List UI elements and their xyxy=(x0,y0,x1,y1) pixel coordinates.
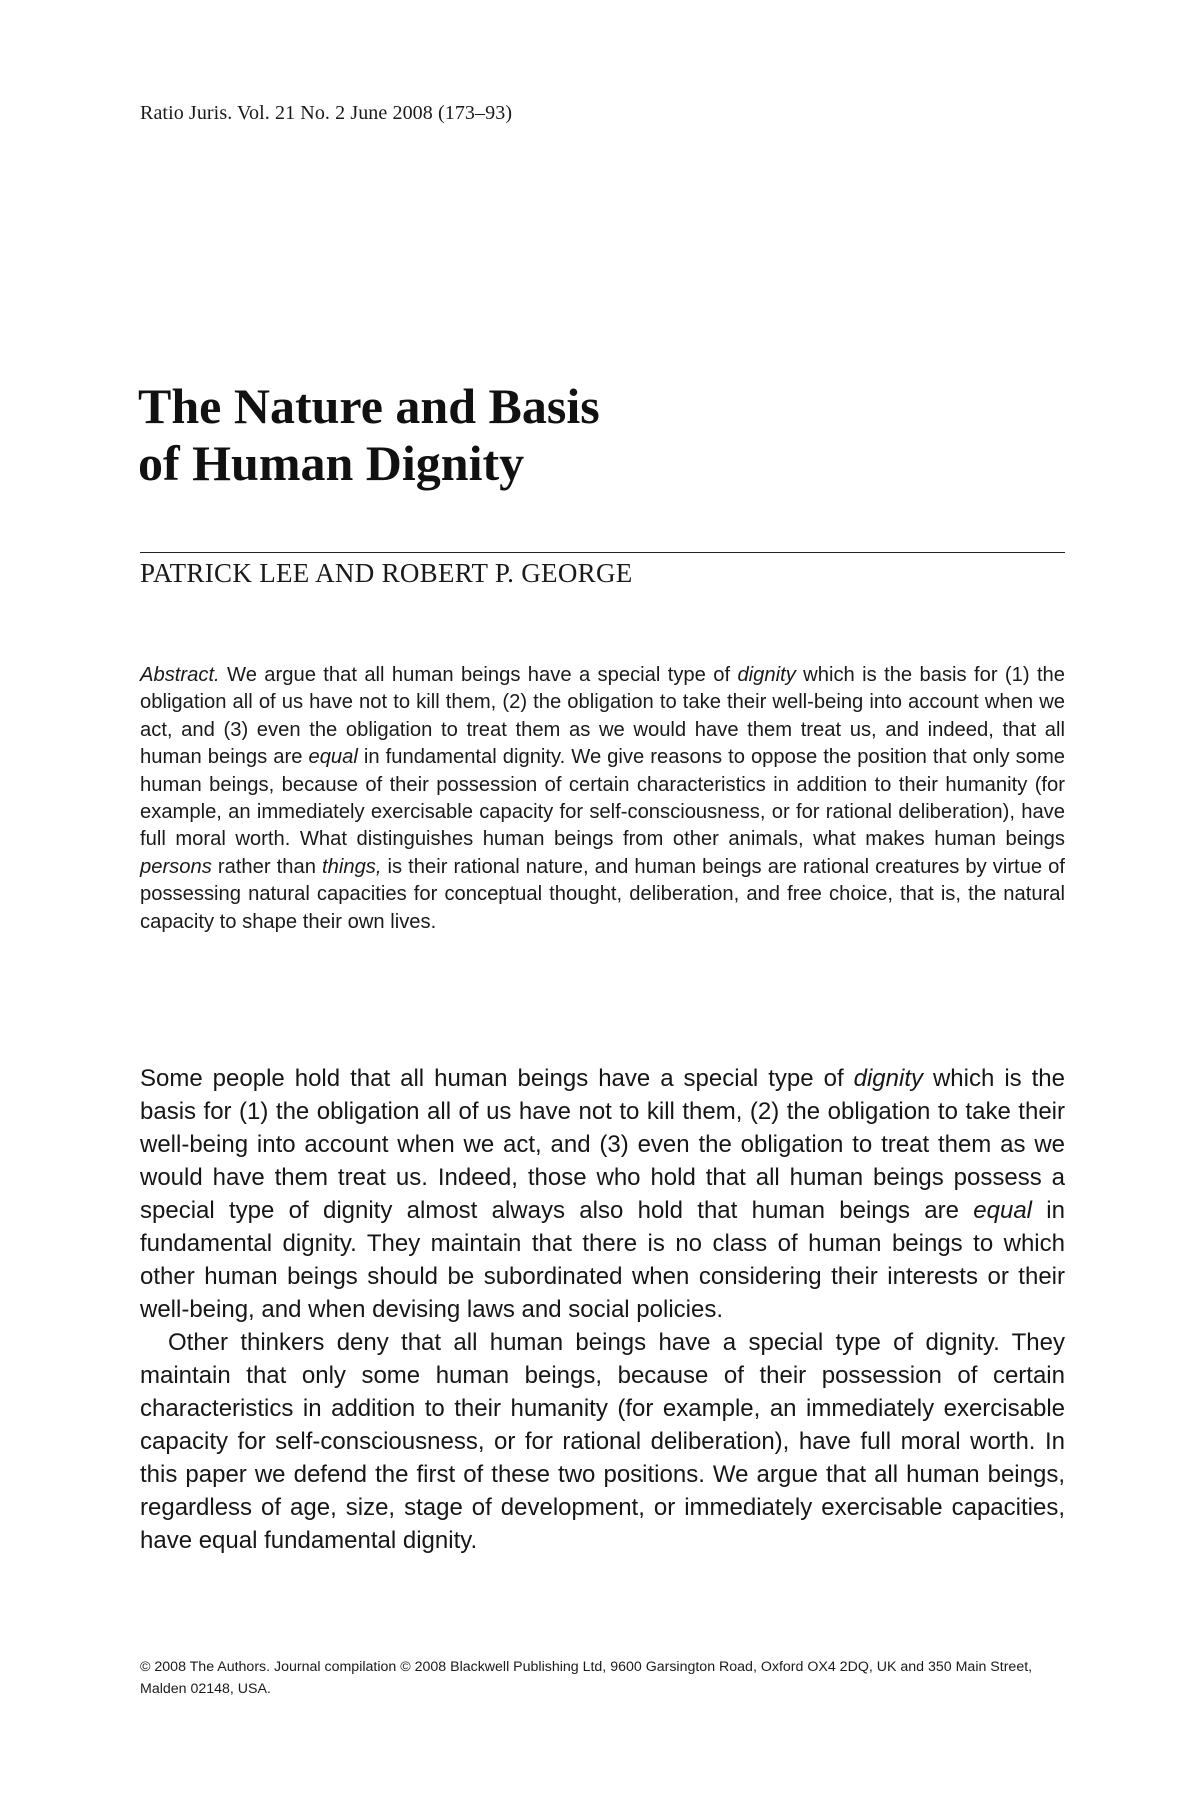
body-emphasis: equal xyxy=(973,1197,1033,1224)
copyright-footer: © 2008 The Authors. Journal compilation © 2008 Blackwell Publishing Ltd, 9600 Garsington Road, Oxford OX4 2DQ, UK and 350 Main Street, Malden 02148, USA. xyxy=(140,1659,1033,1697)
body-paragraph-2: Other thinkers deny that all human beings have a special type of dignity. They maintain that only some human beings, because of their possession of certain characteristics in addition to their humanity (for example, an immediately exercisable capacity for self-consciousness, or for rational deliberation), have full moral worth. In this paper we defend the first of these two positions. We argue that all human beings, regardless of age, size, stage of development, or immediately exercisable capacities, have equal fundamental dignity. xyxy=(140,1329,1065,1554)
body-text-run: which is the basis for (1) the obligation all of us have not to kill them, (2) the obligation to take their well-being into account when we act, and (3) even the obligation to treat them as we would have them treat us. Indeed, those who hold that all human beings possess a special type of dignity almost always also hold that human beings are xyxy=(140,1065,1065,1224)
article-authors: PATRICK LEE AND ROBERT P. GEORGE xyxy=(140,558,633,588)
abstract-text: is their rational nature, and human beings are rational creatures by virtue of possessing natural capacities for conceptual thought, deliberation, and free choice, that is, the natural capacity to shape their own lives. xyxy=(140,855,1066,933)
title-line-2: of Human Dignity xyxy=(138,435,525,491)
abstract-text: which is the basis for (1) the obligation all of us have not to kill them, (2) the obligation to take their well-being into account when we act, and (3) even the obligation to treat them as we would have them treat us, and indeed, that all human beings are xyxy=(140,664,1066,769)
body-paragraph-1 xyxy=(140,1062,1065,1326)
abstract-label: Abstract. xyxy=(140,664,220,686)
abstract-emphasis: persons xyxy=(140,855,212,878)
body-text xyxy=(140,1062,1065,1557)
body-text-run: in fundamental dignity. They maintain that there is no class of human beings to which other human beings should be subordinated when considering their interests or their well-being, and when devising laws and social policies. xyxy=(140,1197,1065,1323)
abstract-text: We argue that all human beings have a special type of xyxy=(219,664,738,686)
body-text-run: Some people hold that all human beings have a special type of xyxy=(140,1065,854,1092)
body-emphasis: dignity xyxy=(853,1065,923,1092)
abstract-text: rather than xyxy=(211,855,323,878)
title-line-1: The Nature and Basis xyxy=(138,378,600,434)
abstract xyxy=(140,662,1065,936)
abstract-emphasis: equal xyxy=(308,746,358,769)
abstract-text: in fundamental dignity. We give reasons to oppose the position that only some human beings, because of their possession of certain characteristics in addition to their humanity (for example, an immediately exercisable capacity for self-consciousness, or for rational deliberation), have full moral worth. What distinguishes human beings from other animals, what makes human beings xyxy=(140,746,1065,851)
abstract-emphasis: dignity xyxy=(737,664,796,686)
title-divider xyxy=(140,552,1065,553)
journal-citation: Ratio Juris. Vol. 21 No. 2 June 2008 (173–93) xyxy=(140,102,513,124)
article-title xyxy=(138,378,1038,492)
abstract-emphasis: things, xyxy=(322,855,382,878)
